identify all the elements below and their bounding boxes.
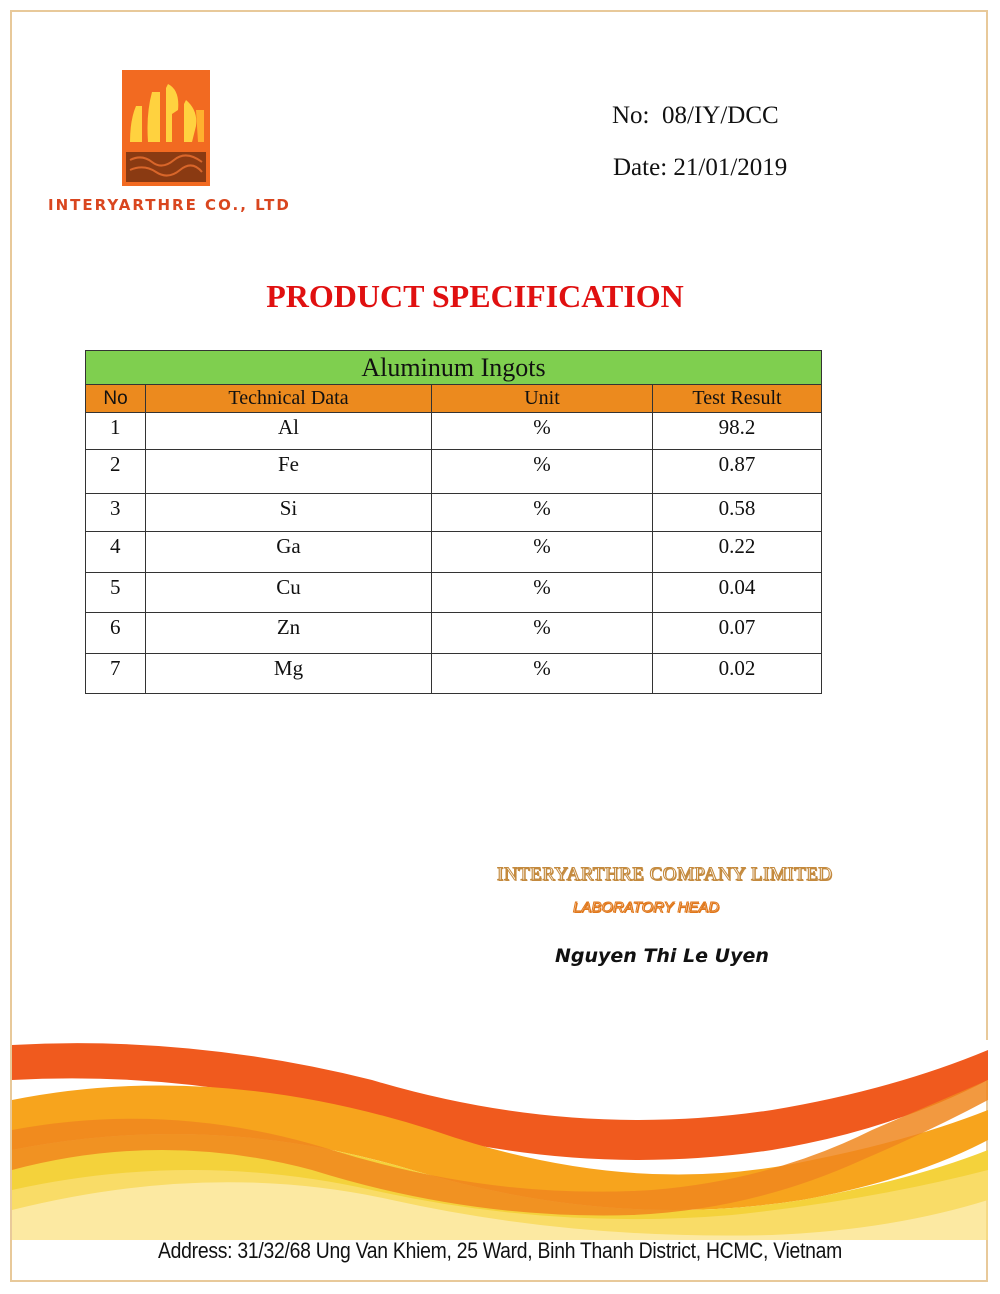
row-no: 1	[86, 413, 146, 450]
row-unit: %	[432, 613, 653, 654]
company-logo-text: INTERYARTHRE CO., LTD	[48, 196, 291, 214]
page-title: PRODUCT SPECIFICATION	[266, 278, 684, 314]
signature-company: INTERYARTHRE COMPANY LIMITED	[497, 864, 833, 885]
row-element: Mg	[146, 654, 432, 694]
row-no: 2	[86, 450, 146, 494]
column-header-unit: Unit	[432, 385, 653, 413]
signature-role: LABORATORY HEAD	[573, 899, 720, 916]
decorative-wave-banner	[12, 1040, 988, 1240]
table-row	[86, 573, 822, 613]
document-date: Date: 21/01/2019	[613, 154, 788, 181]
column-header-technical-data: Technical Data	[146, 385, 432, 413]
table-header-row	[86, 385, 822, 413]
row-no: 4	[86, 532, 146, 573]
row-result: 0.07	[653, 613, 822, 654]
company-logo-icon	[122, 70, 210, 186]
row-no: 3	[86, 494, 146, 532]
specification-table	[85, 350, 822, 694]
column-header-test-result: Test Result	[653, 385, 822, 413]
row-element: Cu	[146, 573, 432, 613]
row-element: Fe	[146, 450, 432, 494]
row-unit: %	[432, 413, 653, 450]
row-no: 6	[86, 613, 146, 654]
row-element: Al	[146, 413, 432, 450]
row-unit: %	[432, 494, 653, 532]
row-result: 0.22	[653, 532, 822, 573]
table-row	[86, 532, 822, 573]
document-number: No: 08/IY/DCC	[612, 102, 779, 129]
row-no: 7	[86, 654, 146, 694]
row-element: Ga	[146, 532, 432, 573]
row-no: 5	[86, 573, 146, 613]
row-result: 0.87	[653, 450, 822, 494]
footer-address: Address: 31/32/68 Ung Van Khiem, 25 Ward, Binh Thanh District, HCMC, Vietnam	[157, 1238, 843, 1263]
row-result: 98.2	[653, 413, 822, 450]
table-row	[86, 654, 822, 694]
table-row	[86, 450, 822, 494]
row-unit: %	[432, 573, 653, 613]
row-result: 0.58	[653, 494, 822, 532]
row-unit: %	[432, 450, 653, 494]
row-unit: %	[432, 532, 653, 573]
table-caption: Aluminum Ingots	[86, 351, 822, 385]
table-caption-row	[86, 351, 822, 385]
row-element: Si	[146, 494, 432, 532]
row-result: 0.04	[653, 573, 822, 613]
row-result: 0.02	[653, 654, 822, 694]
row-element: Zn	[146, 613, 432, 654]
table-row	[86, 494, 822, 532]
table-row	[86, 413, 822, 450]
table-row	[86, 613, 822, 654]
row-unit: %	[432, 654, 653, 694]
signature-name: Nguyen Thi Le Uyen	[555, 945, 769, 967]
column-header-no: No	[86, 385, 146, 413]
